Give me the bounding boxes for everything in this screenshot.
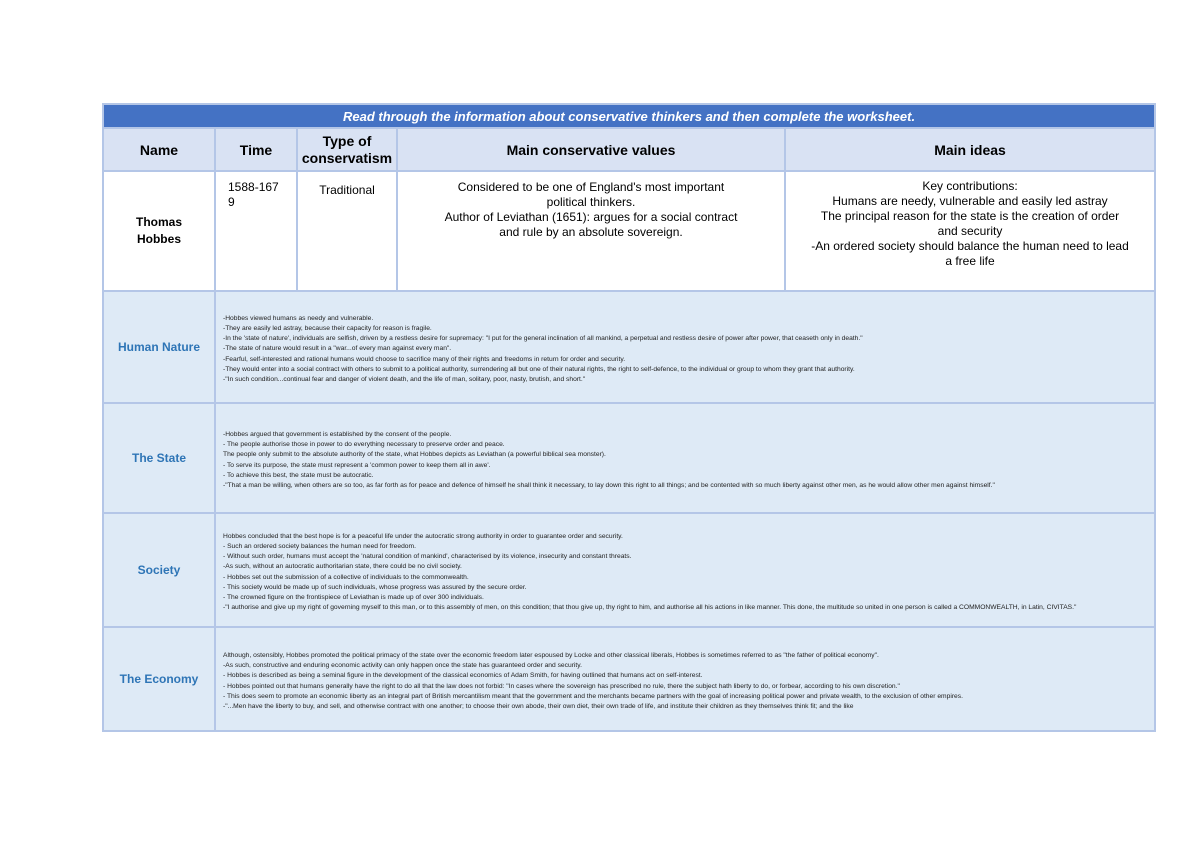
thinker-name [103, 171, 215, 291]
header-ideas: Main ideas [785, 128, 1155, 171]
thinker-name-line1: Thomas [135, 215, 182, 229]
section-body-society [215, 513, 1155, 627]
values-line: political thinkers. [546, 195, 636, 209]
section-row-human-nature [103, 291, 1155, 403]
section-line: - Such an ordered society balances the human need for freedom. [223, 542, 416, 550]
section-line: - Hobbes set out the submission of a collective of individuals to the commonwealth. [223, 573, 469, 581]
section-line: -"That a man be willing, when others are so too, as far forth as for peace and defence of himself he shall think it necessary, to lay down this right to all things; and be contented with so much liberty against other men, as he would allow other men against himself." [223, 481, 995, 489]
section-body-human-nature [215, 291, 1155, 403]
section-line: -"In such condition...continual fear and danger of violent death, and the life of man, solitary, poor, nasty, brutish, and short." [223, 376, 586, 383]
section-row-the-economy [103, 627, 1155, 731]
section-label-the-economy: The Economy [103, 627, 215, 731]
thinker-name-line2: Hobbes [136, 232, 181, 246]
header-name: Name [103, 128, 215, 171]
ideas-line: a free life [945, 254, 995, 268]
section-body-the-state [215, 403, 1155, 513]
section-label-the-state: The State [103, 403, 215, 513]
thinker-type: Traditional [297, 171, 397, 291]
section-line: - Without such order, humans must accept the 'natural condition of mankind', characterised by its violence, insecurity and constant threats. [223, 553, 632, 561]
section-body-the-economy [215, 627, 1155, 731]
header-type-line1: Type of [322, 132, 372, 149]
section-line: - Hobbes pointed out that humans generally have the right to do all that the law does not forbid: "In cases where the sovereign has prescribed no rule, there the subject hath liberty to do, or forbear, according to his own discretion." [223, 682, 900, 690]
ideas-line: Key contributions: [922, 179, 1018, 193]
thinker-values [397, 171, 785, 291]
section-line: -As such, without an autocratic authoritarian state, there could be no civil society. [223, 563, 462, 571]
header-values: Main conservative values [397, 128, 785, 171]
section-line: -Fearful, self-interested and rational humans would choose to sacrifice many of their rights and freedoms in return for order and security. [223, 355, 626, 363]
section-line: - The crowned figure on the frontispiece of Leviathan is made up of over 300 individuals. [223, 593, 484, 601]
thinker-time-line2: 9 [228, 195, 235, 209]
section-line: - This society would be made up of such individuals, whose progress was assured by the secure order. [223, 583, 527, 591]
thinker-time-line1: 1588-167 [228, 180, 279, 194]
section-line: -The state of nature would result in a "war...of every man against every man". [223, 345, 452, 353]
values-line: Author of Leviathan (1651): argues for a social contract [444, 210, 738, 224]
section-line: Hobbes concluded that the best hope is for a peaceful life under the autocratic strong authority in order to guarantee order and security. [223, 532, 623, 540]
section-line: The people only submit to the absolute authority of the state, what Hobbes depicts as Leviathan (a powerful biblical sea monster). [223, 451, 606, 459]
worksheet-table [102, 103, 1156, 732]
thinker-time [215, 171, 297, 291]
values-line: Considered to be one of England's most important [457, 180, 725, 194]
section-line: - The people authorise those in power to do everything necessary to preserve order and peace. [223, 441, 505, 449]
section-line: -"I authorise and give up my right of governing myself to this man, or to this assembly of men, on this condition; that thou give up, thy right to him, and authorise all his actions in like manner. This done, the multitude so united in one person is called a COMMONWEALTH, in Latin, CIVITAS." [223, 604, 1077, 612]
values-line: and rule by an absolute sovereign. [499, 225, 683, 239]
header-row [103, 128, 1155, 171]
thinker-row [103, 171, 1155, 291]
section-line: -They would enter into a social contract with others to submit to a political authority, surrendering all but one of their natural rights, the right to self-defence, to the individual or group to whom they grant that authority. [223, 365, 855, 373]
section-line: - To serve its purpose, the state must represent a 'common power to keep them all in awe'. [223, 461, 491, 469]
ideas-line: The principal reason for the state is the creation of order [820, 209, 1120, 223]
section-line: -They are easily led astray, because their capacity for reason is fragile. [223, 324, 432, 332]
section-label-human-nature: Human Nature [103, 291, 215, 403]
section-line: - Hobbes is described as being a seminal figure in the development of the classical economics of Adam Smith, for having outlined that humans act on self-interest. [223, 672, 703, 680]
ideas-line: Humans are needy, vulnerable and easily led astray [832, 194, 1108, 208]
header-type [297, 128, 397, 171]
section-line: -As such, constructive and enduring economic activity can only happen once the state has guaranteed order and security. [223, 662, 582, 670]
ideas-line: -An ordered society should balance the human need to lead [811, 239, 1129, 253]
section-label-society: Society [103, 513, 215, 627]
section-line: -"...Men have the liberty to buy, and sell, and otherwise contract with one another; to choose their own abode, their own diet, their own trade of life, and institute their children as they themselves think fit; and the like [223, 702, 854, 710]
header-type-line2: conservatism [301, 149, 393, 166]
section-line: - This does seem to promote an economic liberty as an integral part of British mercantilism meant that the government and the merchants became partners with the goal of increasing political power and private wealth, to the exclusion of other empires. [223, 692, 963, 700]
section-line: Although, ostensibly, Hobbes promoted the political primacy of the state over the economic freedom later espoused by Locke and other classical liberals, Hobbes is sometimes referred to as "the father of political economy". [223, 651, 879, 659]
section-row-the-state [103, 403, 1155, 513]
instructions-banner: Read through the information about conservative thinkers and then complete the worksheet. [103, 104, 1155, 128]
section-line: - To achieve this best, the state must be autocratic. [223, 471, 374, 479]
section-row-society [103, 513, 1155, 627]
thinker-ideas [785, 171, 1155, 291]
section-line: -Hobbes argued that government is established by the consent of the people. [223, 430, 452, 438]
section-line: -In the 'state of nature', individuals are selfish, driven by a restless desire for supremacy: "I put for the general inclination of all mankind, a perpetual and restless desire of power after power, that ceaseth only in death." [223, 335, 863, 343]
section-line: -Hobbes viewed humans as needy and vulnerable. [223, 314, 374, 322]
header-time: Time [215, 128, 297, 171]
ideas-line: and security [937, 224, 1003, 238]
